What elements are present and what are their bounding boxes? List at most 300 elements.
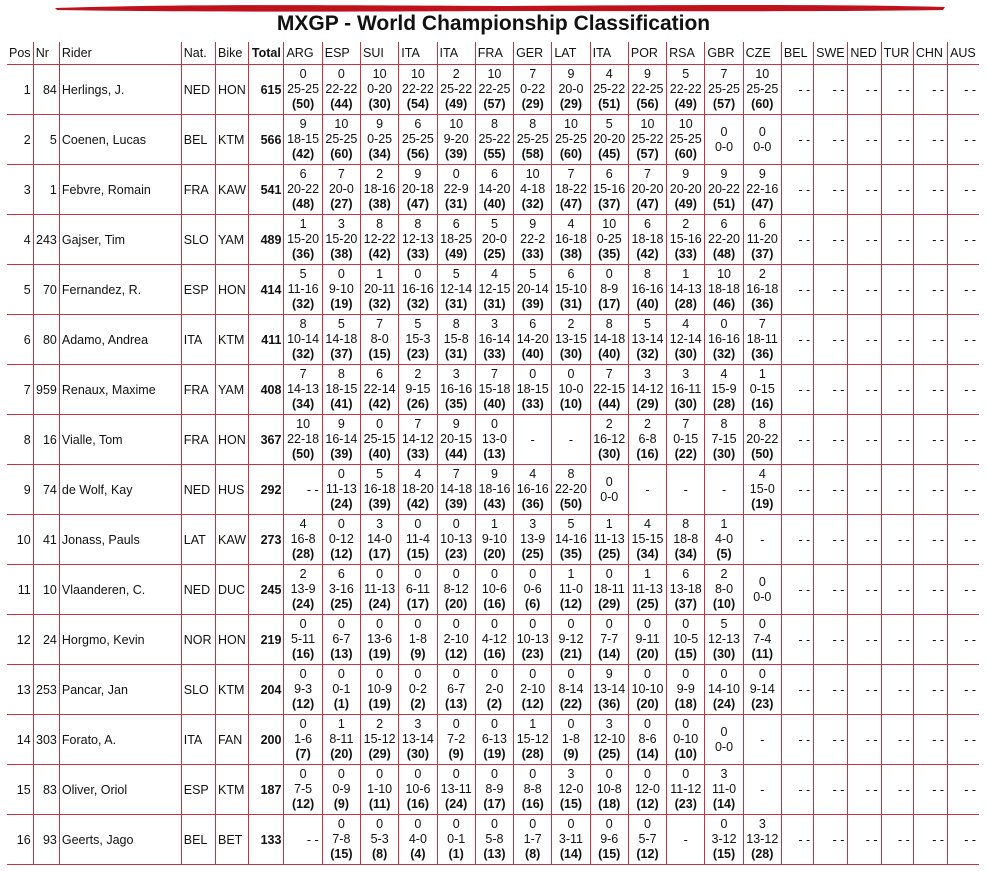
race-result-cell [743, 215, 781, 265]
race-bonus: 9 [337, 417, 345, 431]
race-bonus: 0 [758, 574, 766, 589]
race-result-cell [628, 265, 666, 315]
race-result-cell [475, 115, 513, 165]
table-row[interactable] [7, 115, 979, 165]
race-total-points: (39) [330, 447, 353, 461]
nationality-cell: ITA [181, 715, 215, 765]
table-row[interactable] [7, 515, 979, 565]
table-row[interactable] [7, 715, 979, 765]
header-nr[interactable]: Nr [33, 42, 59, 65]
race-result-cell [705, 615, 743, 665]
rider-name: Horgmo, Kevin [59, 615, 181, 665]
header-round[interactable]: CHN [913, 42, 947, 65]
race-result-cell [361, 715, 399, 765]
race-empty-cell: - [667, 465, 705, 515]
table-row[interactable] [7, 465, 979, 515]
race-bonus: 1 [720, 517, 728, 531]
race-result-cell [361, 365, 399, 415]
race-bonus: 0 [644, 717, 651, 731]
race-result-cell [590, 815, 628, 865]
race-moto-points: 25-25 [746, 82, 779, 96]
race-bonus: 0 [299, 617, 307, 631]
race-total-points: (28) [751, 847, 774, 861]
race-result-cell [743, 815, 781, 865]
race-result-cell [514, 365, 552, 415]
nationality-cell: FRA [181, 165, 215, 215]
race-bonus: 9 [605, 667, 613, 681]
race-bonus: 9 [567, 67, 575, 81]
race-total-points: (26) [406, 397, 430, 411]
total-points: 200 [249, 715, 284, 765]
race-moto-points: 16-16 [516, 482, 549, 496]
race-result-cell [628, 365, 666, 415]
race-result-cell [705, 115, 743, 165]
race-empty-cell: - - [913, 315, 947, 365]
race-result-cell [590, 465, 628, 515]
race-total-points: (14) [598, 647, 621, 661]
position-cell: 15 [7, 765, 33, 815]
race-bonus: 10 [334, 117, 349, 131]
race-empty-cell: - - [781, 315, 813, 365]
race-bonus: 0 [644, 767, 651, 781]
race-result-cell [590, 115, 628, 165]
race-total-points: (40) [598, 347, 621, 361]
table-row[interactable] [7, 65, 979, 115]
race-total-points: (17) [598, 297, 621, 311]
bike-cell: HON [215, 65, 248, 115]
race-bonus: 0 [490, 767, 498, 781]
race-empty-cell: - - [848, 765, 881, 815]
header-round[interactable]: SUI [361, 42, 399, 65]
race-empty-cell: - - [848, 165, 881, 215]
header-round[interactable]: ITA [590, 42, 628, 65]
bike-cell: DUC [215, 565, 248, 615]
race-moto-points: 8-11 [329, 732, 354, 746]
race-total-points: (30) [712, 647, 736, 661]
race-result-cell [437, 265, 475, 315]
race-empty-cell: - - [814, 315, 848, 365]
race-empty-cell: - - [948, 515, 979, 565]
race-result-cell [590, 565, 628, 615]
race-moto-points: 25-22 [593, 82, 626, 96]
race-moto-points: 0-1 [332, 682, 351, 696]
race-bonus: 5 [337, 317, 345, 331]
race-result-cell [590, 65, 628, 115]
table-row[interactable] [7, 615, 979, 665]
table-row[interactable] [7, 765, 979, 815]
race-bonus: 3 [414, 717, 422, 731]
race-total-points: (13) [483, 847, 506, 861]
race-total-points: (51) [598, 97, 621, 111]
race-bonus: 0 [490, 817, 498, 831]
race-result-cell [552, 65, 590, 115]
race-moto-points: 6-7 [332, 632, 351, 646]
race-moto-points: 25-25 [708, 82, 741, 96]
race-bonus: 9 [720, 167, 728, 181]
nationality-cell: SLO [181, 215, 215, 265]
race-result-cell [552, 315, 590, 365]
race-total-points: (12) [559, 597, 583, 611]
header-round[interactable]: NED [848, 42, 881, 65]
race-total-points: (20) [483, 547, 506, 561]
race-result-cell [437, 115, 475, 165]
race-total-points: (19) [368, 697, 391, 711]
race-total-points: (24) [712, 697, 736, 711]
race-total-points: (25) [330, 597, 353, 611]
race-moto-points: 18-11 [593, 582, 625, 596]
table-row[interactable] [7, 415, 979, 465]
race-result-cell [628, 215, 666, 265]
rider-name: Vialle, Tom [59, 415, 181, 465]
race-result-cell [399, 665, 437, 715]
race-moto-points: 22-22 [401, 82, 434, 96]
race-empty-cell: - - [781, 765, 813, 815]
race-total-points: (29) [521, 97, 544, 111]
race-total-points: (47) [406, 197, 430, 211]
race-result-cell [628, 715, 666, 765]
race-bonus: 0 [337, 667, 345, 681]
race-result-cell [514, 815, 552, 865]
race-bonus: 7 [490, 367, 498, 381]
race-total-points: (45) [598, 147, 621, 161]
race-bonus: 6 [337, 567, 345, 581]
race-bonus: 8 [299, 317, 307, 331]
race-bonus: 1 [605, 517, 613, 531]
race-result-cell [284, 515, 322, 565]
race-bonus: 5 [376, 467, 384, 481]
number-cell: 83 [33, 765, 59, 815]
race-bonus: 0 [299, 67, 307, 81]
race-moto-points: 0-0 [714, 739, 734, 754]
rider-name: Oliver, Oriol [59, 765, 181, 815]
table-row[interactable] [7, 815, 979, 865]
race-moto-points: 5-3 [370, 832, 389, 846]
race-total-points: (43) [483, 497, 506, 511]
race-bonus: 0 [490, 717, 498, 731]
race-moto-points: 13-14 [401, 732, 434, 746]
race-total-points: (9) [333, 797, 349, 811]
race-bonus: 10 [717, 267, 731, 281]
race-result-cell [705, 65, 743, 115]
race-moto-points: 22-9 [443, 182, 469, 196]
table-row[interactable] [7, 565, 979, 615]
number-cell: 84 [33, 65, 59, 115]
table-row[interactable] [7, 365, 979, 415]
nationality-cell: ITA [181, 315, 215, 365]
race-empty-cell: - - [881, 265, 913, 315]
race-empty-cell: - - [814, 615, 848, 665]
race-total-points: (44) [330, 97, 353, 111]
header-total[interactable]: Total [249, 42, 284, 65]
race-total-points: (36) [598, 697, 621, 711]
race-bonus: 0 [414, 817, 422, 831]
race-moto-points: 8-12 [443, 582, 469, 596]
table-row[interactable] [7, 215, 979, 265]
race-moto-points: 18-16 [478, 482, 511, 496]
race-empty-cell: - - [781, 665, 813, 715]
race-moto-points: 18-18 [631, 232, 664, 246]
header-round[interactable]: GBR [705, 42, 743, 65]
race-result-cell [590, 715, 628, 765]
position-cell: 5 [7, 265, 33, 315]
race-empty-cell: - - [948, 215, 979, 265]
race-result-cell [322, 215, 360, 265]
bike-cell: KAW [215, 165, 248, 215]
race-result-cell [667, 765, 705, 815]
number-cell: 80 [33, 315, 59, 365]
race-result-cell [437, 715, 475, 765]
header-round[interactable]: AUS [948, 42, 979, 65]
race-bonus: 9 [490, 467, 498, 481]
race-bonus: 3 [720, 767, 728, 781]
race-result-cell [552, 465, 590, 515]
race-bonus: 0 [605, 617, 613, 631]
bike-cell: HON [215, 265, 248, 315]
race-moto-points: 16-14 [325, 432, 358, 446]
race-result-cell [284, 365, 322, 415]
race-total-points: (31) [445, 297, 468, 311]
race-moto-points: 18-15 [516, 382, 549, 396]
header-round[interactable]: GER [514, 42, 552, 65]
race-empty-cell: - - [948, 615, 979, 665]
race-empty-cell: - - [848, 215, 881, 265]
race-total-points: (35) [559, 547, 583, 561]
race-moto-points: 11-13 [593, 532, 625, 546]
race-result-cell [552, 515, 590, 565]
race-total-points: (16) [751, 397, 774, 411]
table-row[interactable] [7, 665, 979, 715]
race-total-points: (57) [483, 97, 506, 111]
nationality-cell: ESP [181, 765, 215, 815]
race-moto-points: 6-7 [447, 682, 466, 696]
race-moto-points: 5-11 [291, 632, 316, 646]
race-bonus: 0 [567, 667, 575, 681]
race-bonus: 0 [452, 167, 460, 181]
race-result-cell [552, 215, 590, 265]
race-total-points: (50) [751, 447, 774, 461]
race-result-cell [628, 765, 666, 815]
race-moto-points: 3-11 [558, 832, 583, 846]
race-total-points: (20) [445, 597, 468, 611]
race-bonus: 0 [337, 67, 345, 81]
race-bonus: 0 [529, 817, 537, 831]
race-bonus: 0 [452, 617, 460, 631]
race-total-points: (28) [712, 397, 736, 411]
race-moto-points: 12-14 [440, 282, 473, 296]
race-empty-cell: - - [948, 365, 979, 415]
race-result-cell [552, 365, 590, 415]
race-bonus: 0 [644, 667, 651, 681]
race-bonus: 0 [452, 817, 460, 831]
race-moto-points: 11-13 [631, 582, 664, 596]
race-moto-points: 7-8 [332, 832, 351, 846]
nationality-cell: FRA [181, 365, 215, 415]
race-moto-points: 20-20 [631, 182, 664, 196]
race-moto-points: 10-0 [558, 382, 584, 396]
race-result-cell [590, 515, 628, 565]
race-moto-points: 15-15 [631, 532, 664, 546]
race-total-points: (36) [521, 497, 544, 511]
header-rider[interactable]: Rider [59, 42, 181, 65]
race-empty-cell: - [743, 515, 781, 565]
race-bonus: 9 [529, 217, 537, 231]
race-moto-points: 8-6 [638, 732, 657, 746]
race-total-points: (24) [445, 797, 468, 811]
race-empty-cell: - - [948, 665, 979, 715]
race-result-cell [361, 415, 399, 465]
race-bonus: 4 [682, 317, 690, 331]
race-moto-points: 15-20 [325, 232, 358, 246]
race-empty-cell: - - [913, 665, 947, 715]
race-bonus: 0 [605, 474, 613, 489]
race-empty-cell: - - [881, 565, 913, 615]
race-moto-points: 5-8 [485, 832, 504, 846]
race-moto-points: 10-10 [631, 682, 664, 696]
race-result-cell [361, 115, 399, 165]
race-bonus: 0 [452, 517, 460, 531]
page-title: MXGP - World Championship Classification [276, 12, 711, 35]
race-result-cell [590, 315, 628, 365]
header-nat[interactable]: Nat. [181, 42, 215, 65]
race-total-points: (39) [521, 297, 544, 311]
race-result-cell [475, 165, 513, 215]
position-cell: 13 [7, 665, 33, 715]
race-moto-points: 14-12 [631, 382, 664, 396]
race-bonus: 7 [337, 167, 345, 181]
header-bike[interactable]: Bike [215, 42, 248, 65]
header-pos[interactable]: Pos [9, 46, 31, 60]
race-bonus: 6 [567, 267, 575, 281]
number-cell: 1 [33, 165, 59, 215]
race-total-points: (19) [751, 497, 774, 511]
table-row[interactable] [7, 265, 979, 315]
race-moto-points: 6-8 [638, 432, 657, 446]
race-empty-cell: - - [881, 365, 913, 415]
race-moto-points: 6-13 [481, 732, 507, 746]
header-round[interactable]: FRA [475, 42, 513, 65]
race-bonus: 1 [644, 567, 651, 581]
race-total-points: (12) [636, 847, 659, 861]
race-moto-points: 0-1 [447, 832, 466, 846]
race-empty-cell: - - [781, 165, 813, 215]
race-total-points: (7) [295, 747, 311, 761]
header-round[interactable]: TUR [881, 42, 913, 65]
bike-cell: HON [215, 415, 248, 465]
race-result-cell [705, 365, 743, 415]
race-moto-points: 25-22 [478, 132, 511, 146]
race-moto-points: 13-14 [593, 682, 626, 696]
race-bonus: 0 [376, 667, 384, 681]
race-total-points: (33) [674, 247, 697, 261]
header-round[interactable]: CZE [743, 42, 781, 65]
race-total-points: (12) [291, 697, 315, 711]
race-result-cell [628, 415, 666, 465]
race-result-cell [399, 565, 437, 615]
race-bonus: 9 [452, 417, 460, 431]
race-total-points: (5) [716, 547, 732, 561]
header-round[interactable]: ESP [322, 42, 360, 65]
race-total-points: (38) [368, 197, 391, 211]
header-round[interactable]: ITA [399, 42, 437, 65]
race-total-points: (32) [636, 347, 659, 361]
race-total-points: (40) [483, 197, 506, 211]
race-result-cell [284, 765, 322, 815]
race-result-cell [399, 315, 437, 365]
table-row[interactable] [7, 315, 979, 365]
race-result-cell [705, 815, 743, 865]
header-round[interactable]: ITA [437, 42, 475, 65]
race-result-cell [743, 365, 781, 415]
race-bonus: 7 [452, 467, 460, 481]
race-total-points: (16) [406, 797, 430, 811]
race-empty-cell: - [552, 415, 590, 465]
race-result-cell [743, 615, 781, 665]
race-result-cell [399, 365, 437, 415]
header-round[interactable]: RSA [667, 42, 705, 65]
race-bonus: 0 [758, 124, 766, 139]
race-result-cell [743, 165, 781, 215]
race-moto-points: 12-0 [634, 782, 660, 796]
table-row[interactable] [7, 165, 979, 215]
race-moto-points: 15-16 [669, 232, 702, 246]
race-result-cell [322, 765, 360, 815]
header-round[interactable]: POR [628, 42, 666, 65]
race-empty-cell: - - [881, 215, 913, 265]
header-round[interactable]: BEL [781, 42, 813, 65]
race-bonus: 6 [605, 167, 613, 181]
race-result-cell [475, 315, 513, 365]
race-total-points: (20) [330, 747, 353, 761]
race-bonus: 7 [758, 317, 766, 331]
race-moto-points: 16-18 [746, 282, 779, 296]
race-moto-points: 16-18 [363, 482, 396, 496]
race-total-points: (24) [368, 597, 391, 611]
race-moto-points: 10-5 [673, 632, 699, 646]
race-result-cell [475, 415, 513, 465]
race-empty-cell: - - [881, 615, 913, 665]
header-round[interactable]: ARG [284, 42, 322, 65]
race-empty-cell: - - [814, 65, 848, 115]
race-result-cell [437, 815, 475, 865]
race-bonus: 0 [490, 667, 498, 681]
header-round[interactable]: SWE [814, 42, 848, 65]
race-bonus: 0 [299, 717, 307, 731]
race-total-points: (32) [406, 297, 430, 311]
race-result-cell [361, 265, 399, 315]
race-bonus: 5 [414, 317, 422, 331]
header-round[interactable]: LAT [552, 42, 590, 65]
race-moto-points: 22-22 [325, 82, 358, 96]
race-moto-points: 25-25 [325, 132, 358, 146]
race-result-cell [667, 615, 705, 665]
race-moto-points: 4-0 [714, 532, 734, 546]
race-total-points: (42) [368, 397, 391, 411]
race-moto-points: 13-9 [290, 582, 316, 596]
race-empty-cell: - - [913, 515, 947, 565]
race-total-points: (48) [712, 247, 736, 261]
race-total-points: (16) [483, 647, 506, 661]
race-total-points: (20) [636, 697, 659, 711]
race-result-cell [322, 565, 360, 615]
rider-name: Adamo, Andrea [59, 315, 181, 365]
position-cell: 6 [7, 315, 33, 365]
race-bonus: 0 [605, 567, 613, 581]
race-empty-cell: - [743, 715, 781, 765]
race-bonus: 7 [644, 167, 651, 181]
race-bonus: 0 [644, 817, 651, 831]
race-moto-points: 12-13 [401, 232, 434, 246]
race-result-cell [475, 215, 513, 265]
